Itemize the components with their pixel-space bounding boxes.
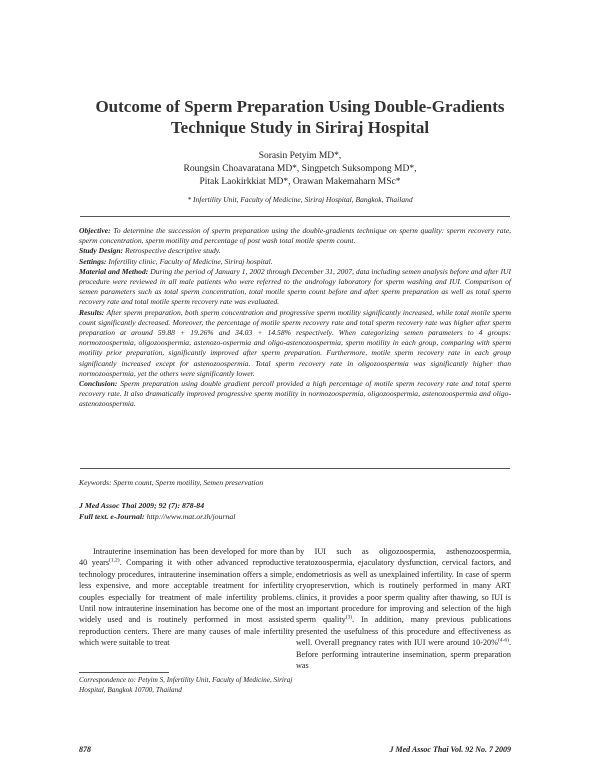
design-label: Study Design: bbox=[79, 246, 124, 256]
objective-label: Objective: bbox=[79, 226, 111, 235]
method-text: During the period of January 1, 2002 through December 31, 2007, data including semen analysis before and after IUI procedure were reviewed in all male patients who were referred to the andrology laboratory for sperm washing and IUI. Comparison of semen parameters such as total sperm concentration, total motile sperm count before and after sperm preparation as well as total sperm recovery rate and total motile sperm recovery rate was evaluated. bbox=[79, 266, 511, 307]
intro-text-b: . Comparing it with other advanced reproductive technology procedures, intrauterine insemination offers a simple, less expensive, and more acceptable treatment for infertility couples especially for treatment of male infertility problems. Until now intrauterine insemination has become one of the most widely used and is routinely performed in most assisted reproduction centers. There are many causes of male infertility which were suitable to treat bbox=[79, 558, 294, 648]
abstract-design bbox=[79, 246, 511, 256]
conclusion-label: Conclusion: bbox=[79, 379, 118, 389]
keywords: Keywords: Sperm count, Sperm motility, Semen preservation bbox=[79, 478, 264, 487]
fulltext-label: Full text. e-Journal: bbox=[79, 512, 145, 521]
title-line-2: Technique Study in Siriraj Hospital bbox=[170, 118, 430, 137]
intro-text-d: . In addition, many previous publications presented the usefulness of this procedure and effectiveness as well. Overall pregnancy rates with IUI were around 10-20% bbox=[296, 615, 512, 648]
affiliation: * Infertility Unit, Faculty of Medicine, Siriraj Hospital, Bangkok, Thailand bbox=[187, 195, 413, 204]
journal-ref bbox=[79, 500, 511, 511]
abstract-results bbox=[79, 308, 511, 379]
authors-line-3: Pitak Laokirkkiat MD*, Orawan Makemaharn MSc* bbox=[199, 177, 401, 187]
fulltext-line bbox=[79, 511, 511, 522]
abstract-settings bbox=[79, 257, 511, 267]
objective-text: To determine the succession of sperm preparation using the double-gradients technique on sperm quality: sperm recovery rate, sperm concentration, sperm motility and percentage of post wash total motile sperm count. bbox=[79, 226, 511, 246]
settings-text: Infertility clinic, Faculty of Medicine, Siriraj hospital. bbox=[106, 256, 273, 266]
authors-line-2: Roungsin Choavaratana MD*, Singpetch Suksompong MD*, bbox=[183, 164, 417, 174]
article-title bbox=[40, 96, 560, 138]
conclusion-text: Sperm preparation using double gradient percoll provided a high percentage of motile sperm recovery rate and total sperm recovery rate. It also dramatically improved progressive sperm motility in normozoospermia, oligozoospermia, astenozoospermia and oligo-astenozoospermia. bbox=[79, 379, 511, 409]
abstract-method bbox=[79, 267, 511, 308]
author-list bbox=[40, 150, 560, 189]
footnote-rule bbox=[79, 672, 169, 673]
settings-label: Settings: bbox=[79, 256, 107, 266]
intro-paragraph-1 bbox=[79, 546, 294, 649]
citation-1-2: (1,2) bbox=[109, 557, 120, 564]
method-label: Material and Method: bbox=[79, 266, 149, 276]
page-number: 878 bbox=[79, 745, 91, 754]
correspondence-footnote: Correspondence to: Petyim S, Infertility Unit, Faculty of Medicine, Siriraj Hospital, Bangkok 10700, Thailand bbox=[79, 676, 293, 694]
abstract bbox=[79, 226, 511, 410]
citation-4-6: (4-6) bbox=[497, 637, 509, 644]
abstract-bottom-rule bbox=[80, 468, 510, 469]
authors-line-1: Sorasin Petyim MD*, bbox=[258, 151, 342, 161]
body-column-left bbox=[79, 546, 294, 649]
journal-citation bbox=[79, 500, 511, 522]
intro-text-e: . Before performing intrauterine insemination, sperm preparation was bbox=[296, 638, 511, 671]
title-line-1: Outcome of Sperm Preparation Using Double-Gradients bbox=[95, 97, 505, 116]
intro-text-c: by IUI such as oligozoospermia, asthenozoospermia, teratozoospermia, ejaculatory dysfunction, cervical factors, and endometriosis as well as unexplained infertility. In case of sperm cryopreservtion, which is routinely performed in many ART clinics, it provides a poor sperm quality after thawing, so IUI is an important procedure for improving and selection of the high sperm quality bbox=[296, 547, 511, 625]
abstract-top-rule bbox=[80, 216, 510, 217]
design-text: Retrospective descriptive study. bbox=[123, 246, 221, 256]
results-text: After sperm preparation, both sperm concentration and progressive sperm motility significantly increased, while total motile sperm count significantly decreased. Moreover, the percentage of motile sperm recovery rate and total sperm recovery rate was higher after sperm preparation at around 59.88 + 19.26% and 34.03 + 14.58% respectively. When categorizing semen parameters to 4 groups: normozoospermia, oligozoospermia, astenozo-ospermia and oligo-astenozoospermia, sperm motility in each group, comparing with sperm motility prior preparation, significantly improved after sperm preparation. Furthermore, motile sperm recovery rate in each group significantly increased except for astenozoospermia. Total sperm recovery rate in oligozoospermia was significantly higher than normozoospermia, yet the others were significantly lower. bbox=[79, 307, 511, 378]
abstract-objective bbox=[79, 226, 511, 246]
intro-text-a: Intrauterine insemination has been developed for more than 40 years bbox=[79, 547, 294, 568]
intro-paragraph-2 bbox=[296, 546, 511, 671]
body-column-right bbox=[296, 546, 511, 671]
results-label: Results: bbox=[79, 307, 105, 317]
running-footer: J Med Assoc Thai Vol. 92 No. 7 2009 bbox=[389, 745, 511, 754]
journal-ref-text: J Med Assoc Thai 2009; 92 (7): 878-84 bbox=[79, 501, 205, 510]
abstract-conclusion bbox=[79, 379, 511, 410]
fulltext-link[interactable]: http://www.mat.or.th/journal bbox=[144, 512, 236, 521]
citation-3: (3) bbox=[345, 614, 353, 621]
